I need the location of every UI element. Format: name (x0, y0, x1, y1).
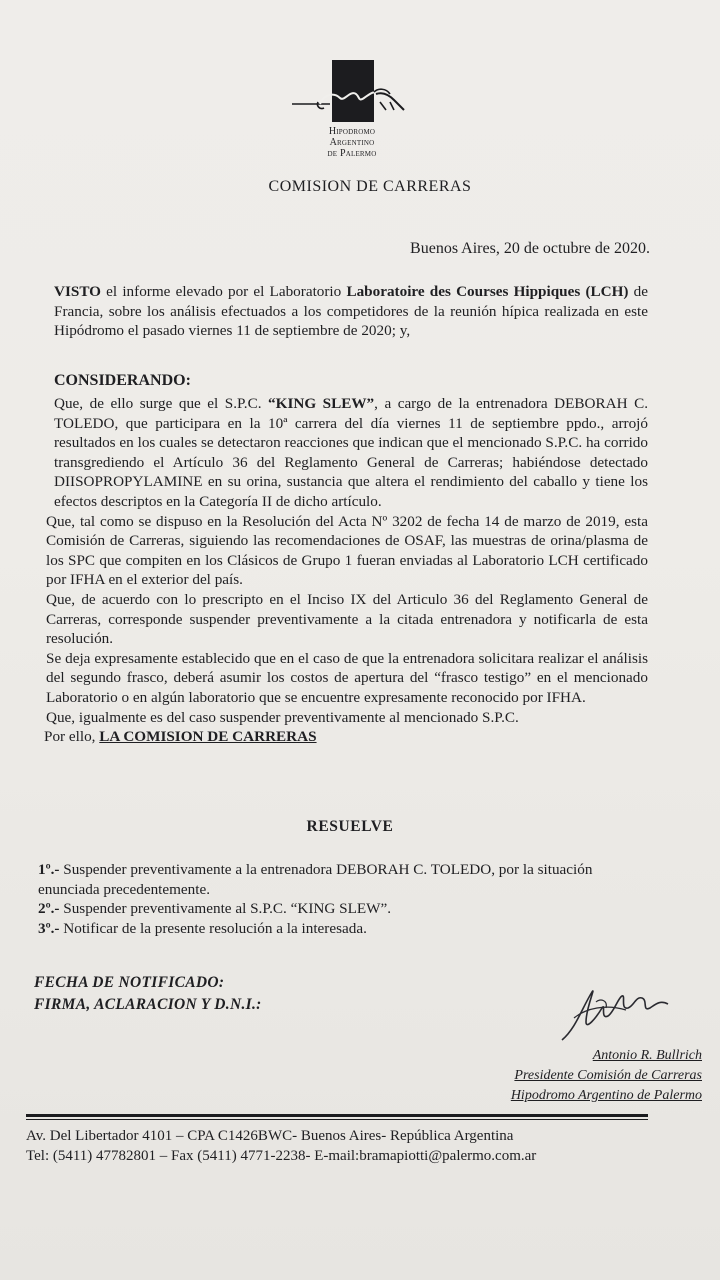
document-date: Buenos Aires, 20 de octubre de 2020. (410, 240, 650, 257)
resolution-item-1 (38, 860, 644, 899)
considerando-p1-b: , a cargo de la entrenadora DEBORAH C. TOLEDO, que participara en la 10ª carrera del día viernes 11 de septiembre ppdo., arrojó resultados en los cuales se detectaron reacciones que indican que el mencionado S.P.C. ha corrido transgrediendo el Artículo 36 del Reglamento General de Carreras; habiéndose detectado DIISOPROPYLAMINE en su orina, sustancia que altera el rendimiento del caballo y tiene los efectos descriptos en la Categoría II de dicho artículo. (54, 395, 649, 510)
logo-line-2: Argentino (329, 137, 375, 148)
resuelve-label: RESUELVE (306, 818, 394, 835)
considerando-body (44, 394, 649, 747)
por-ello-text: Por ello, (44, 728, 100, 746)
considerando-paragraph-5: Que, igualmente es del caso suspender preventivamente al mencionado S.P.C. (46, 708, 519, 726)
considerando-p1-a: Que, de ello surge que el S.P.C. (54, 395, 269, 412)
considerando-label: CONSIDERANDO: (54, 372, 191, 389)
considerando-paragraph-2: Que, tal como se dispuso en la Resolución del Acta Nº 3202 de fecha 14 de marzo de 2019, esta Comisión de Carreras, siguiendo las recomendaciones de OSAF, las muestras de orina/plasma de los SPC que compiten en los Clásicos de Grupo 1 fueran enviadas al Laboratorio LCH certificado por IFHA en el exterior del país. (46, 512, 648, 589)
footer (26, 1126, 536, 1166)
commission-underlined: LA COMISION DE CARRERAS (99, 728, 317, 746)
signatory-name: Antonio R. Bullrich (592, 1048, 702, 1063)
horse-name: “KING SLEW” (268, 395, 375, 412)
footer-contact: Tel: (5411) 47782801 – Fax (5411) 4771-2238- E-mail:bramapiotti@palermo.com.ar (26, 1148, 537, 1164)
item-text: Notificar de la presente resolución a la interesada. (59, 919, 367, 937)
footer-divider-thick (26, 1114, 648, 1117)
logo-line-1: Hipodromo (328, 126, 376, 137)
commission-title: COMISION DE CARRERAS (268, 178, 472, 195)
visto-paragraph (54, 282, 648, 341)
item-text: Suspender preventivamente al S.P.C. “KING SLEW”. (59, 900, 391, 918)
item-text: Suspender preventivamente a la entrenadora DEBORAH C. TOLEDO, por la situación enunciada precedentemente. (38, 861, 593, 898)
resolution-item-3 (38, 919, 644, 939)
visto-label: VISTO (54, 283, 101, 300)
resolution-item-2 (38, 899, 644, 919)
item-number: 2º.- (38, 900, 60, 918)
visto-text-2: de Francia, sobre los análisis efectuados a los competidores de la reunión hípica realizada en este Hipódromo el pasado viernes 11 de septiembre de 2020; y, (54, 283, 648, 340)
logo-line-3: de Palermo (327, 148, 377, 159)
footer-divider-thin (26, 1119, 648, 1120)
visto-text-1: el informe elevado por el Laboratorio (101, 283, 347, 300)
logo-text (300, 126, 404, 159)
item-number: 1º.- (38, 861, 60, 878)
horse-emblem-icon (290, 80, 410, 120)
considerando-paragraph-6 (44, 727, 648, 747)
item-number: 3º.- (38, 919, 60, 937)
considerando-paragraph-3: Que, de acuerdo con lo prescripto en el Inciso IX del Articulo 36 del Reglamento General de Carreras, corresponde suspender preventivamente a la citada entrenadora y notificarla de esta resolución. (46, 590, 648, 648)
considerando-paragraph-4: Se deja expresamente establecido que en el caso de que la entrenadora solicitara realizar el análisis del segundo frasco, deberá asumir los costos de apertura del “frasco testigo” en el mencionado Laboratorio o en algún laboratorio que se encuentre expresamente reconocido por IFHA. (46, 649, 648, 706)
handwritten-signature-icon (556, 978, 676, 1048)
notification-fields (34, 972, 262, 1016)
signatory-block (511, 1046, 702, 1106)
footer-address: Av. Del Libertador 4101 – CPA C1426BWC- Buenos Aires- República Argentina (26, 1128, 514, 1144)
laboratory-name: Laboratoire des Courses Hippiques (LCH) (346, 283, 629, 300)
considerando-paragraph-1 (54, 394, 648, 512)
notification-signature-label: FIRMA, ACLARACION Y D.N.I.: (34, 996, 262, 1013)
notification-date-label: FECHA DE NOTIFICADO: (34, 974, 225, 991)
signatory-role: Presidente Comisión de Carreras (514, 1068, 702, 1083)
signatory-organization: Hipodromo Argentino de Palermo (510, 1088, 702, 1103)
resolution-items (38, 860, 644, 938)
